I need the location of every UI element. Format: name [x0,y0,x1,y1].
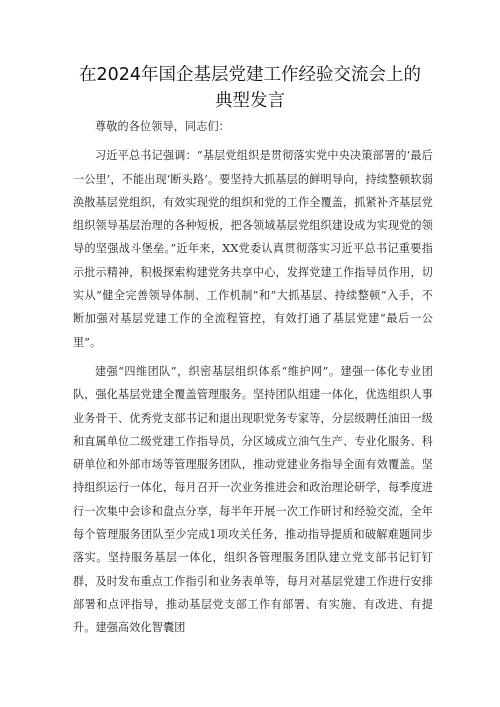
title-line-2: 典型发言 [215,91,285,111]
document-body [73,115,433,646]
salutation: 尊敬的各位领导，同志们： [95,120,230,133]
document-title [0,62,500,114]
paragraph-1: 习近平总书记强调：“基层党组织是贯彻落实党中央决策部署的‘最后一公里’，不能出现‘断头路’。要坚持大抓基层的鲜明导向，持续整顿软弱涣散基层党组织，有效实现党的组织和党的工作全覆盖，抓紧补齐基层党组织领导基层治理的各种短板，把各领域基层党组织建设成为实现党的领导的坚强战斗堡垒。”近年来，XX党委认真贯彻落实习近平总书记重要指示批示精神，积极探索构建党务共享中心，发挥党建工作指导员作用，切实从“健全完善领导体制、工作机制”和“大抓基层、持续整顿”入手，不断加强对基层党建工作的全流程管控，有效打通了基层党建“最后一公里”。 [73,149,433,349]
title-line-1: 在2024年国企基层党建工作经验交流会上的 [78,65,422,85]
paragraph-2: 建强“四维团队”，织密基层组织体系“维护网”。建强一体化专业团队，强化基层党建全覆盖管理服务。坚持团队组建一体化，优选组织人事业务骨干、优秀党支部书记和退出现职党务专家等，分层级聘任油田一级和直属单位二级党建工作指导员，分区域成立油气生产、专业化服务、科研单位和外部市场等管理服务团队，推动党建业务指导全面有效覆盖。坚持组织运行一体化，每月召开一次业务推进会和政治理论研学，每季度进行一次集中会诊和盘点分享，每半年开展一次工作研讨和经验交流，全年每个管理服务团队至少完成1项攻关任务，推动指导提质和破解难题同步落实。坚持服务基层一体化，组织各管理服务团队建立党支部书记钉钉群，及时发布重点工作指引和业务表单等，每月对基层党建工作进行安排部署和点评指导，推动基层党支部工作有部署、有实施、有改进、有提升。建强高效化智囊团 [73,364,433,635]
